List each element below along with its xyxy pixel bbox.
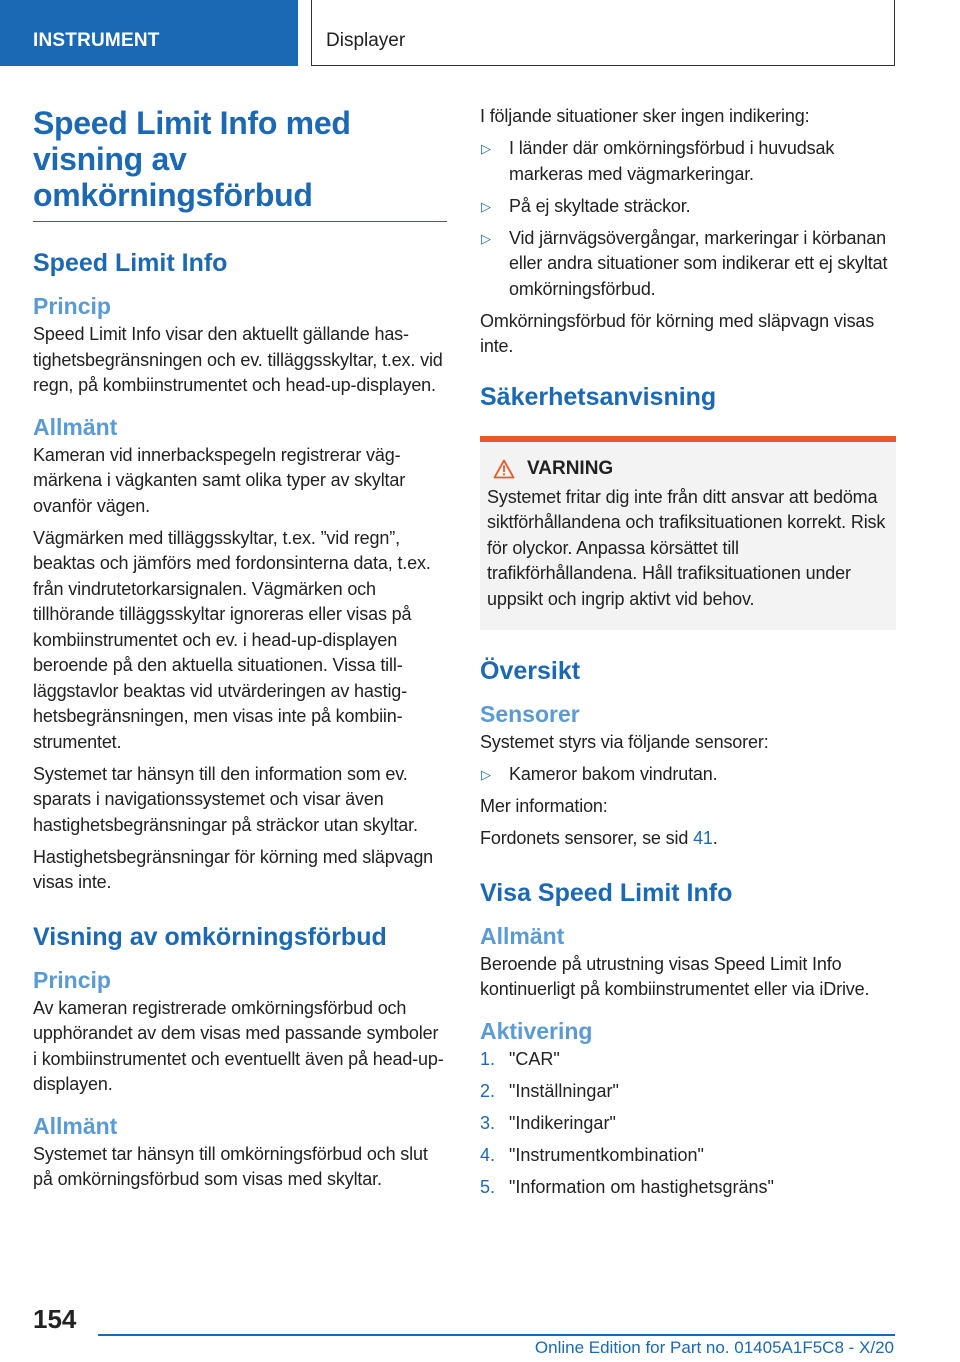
triangle-right-icon: ▷ xyxy=(481,230,491,246)
list-item: 2. "Inställningar" xyxy=(480,1080,619,1101)
right-column xyxy=(480,100,896,1207)
section-label: INSTRUMENT xyxy=(33,30,160,51)
heading-princip: Princip xyxy=(33,966,111,993)
warning-box xyxy=(480,436,896,631)
heading-princip: Princip xyxy=(33,293,111,319)
bullet-list xyxy=(480,136,896,302)
heading-sensorer: Sensorer xyxy=(480,701,580,727)
list-item: 5. "Information om hastighetsgräns" xyxy=(480,1176,774,1197)
paragraph: Omkörningsförbud för körning med släpvagn visas inte. xyxy=(480,310,875,356)
list-item: 4. "Instrumentkombination" xyxy=(480,1144,704,1165)
heading-oversikt: Översikt xyxy=(480,657,581,685)
list-item: ▷ Kameror bakom vindrutan. xyxy=(480,762,896,788)
paragraph: Systemet tar hänsyn till omkörningsförbud och slut på omkörningsförbud som visas med skyltar. xyxy=(33,1143,428,1189)
chapter-label: Displayer xyxy=(326,30,406,51)
bullet-list xyxy=(480,762,896,788)
paragraph: Kameran vid innerbackspegeln registrerar vägmärkena i vägkanten samt olika typer av skyltar ovanför vägen. xyxy=(33,444,406,516)
warning-title: VARNING xyxy=(527,457,614,479)
paragraph: Hastighetsbegränsningar för körning med släpvagn visas inte. xyxy=(33,846,434,892)
list-item: ▷ Vid järnvägsövergångar, markeringar i körbanan eller andra situationer som indikerar ett ej skyltat omkörningsförbud. xyxy=(481,227,888,299)
paragraph: I följande situationer sker ingen indikering: xyxy=(480,106,810,126)
paragraph: Av kameran registrerade omkörningsförbud och upphörandet av dem visas med passande symboler i kombiinstrumentet och eventuellt även på head-up-displayen. xyxy=(33,997,444,1094)
paragraph: Systemet styrs via följande sensorer: xyxy=(480,732,769,752)
page-title: Speed Limit Info med visning av omkörningsförbud xyxy=(33,105,447,222)
chapter-tab xyxy=(311,0,895,66)
step-list xyxy=(480,1047,896,1201)
heading-allmant: Allmänt xyxy=(480,922,565,949)
heading-sakerhet: Säkerhetsanvisning xyxy=(480,382,717,411)
left-column xyxy=(33,100,447,1199)
list-item: 1. "CAR" xyxy=(480,1048,560,1069)
warning-triangle-icon xyxy=(493,459,515,479)
paragraph: Vägmärken med tilläggsskyltar, t.ex. ”vid regn”, beaktas och jämförs med fordonsinterna data, t.ex. från vindrutetorkarsignalen. Vägmärken och tillhörande tilläggsskyltar ignoreras eller visas på kombiinstrumentet och ev. i head-up-displayen beroende på den aktuella situationen. Vissa tillläggstavlor beaktas vid utvärderingen av hastighetsbegränsningen, men visas inte på kombiinstrumentet. xyxy=(33,527,431,752)
edition-text: Online Edition for Part no. 01405A1F5C8 - X/20 xyxy=(534,1338,894,1357)
paragraph: Beroende på utrustning visas Speed Limit Info kontinuerligt på kombiinstrumentet eller via iDrive. xyxy=(480,953,870,999)
page-header xyxy=(0,0,960,66)
list-item: ▷ I länder där omkörningsförbud i huvudsak markeras med vägmarkeringar. xyxy=(481,138,835,184)
section-tab xyxy=(0,0,298,66)
page-number: 154 xyxy=(33,1304,77,1334)
warning-header xyxy=(487,458,889,480)
heading-allmant: Allmänt xyxy=(33,413,118,440)
paragraph: Fordonets sensorer, se sid 41. xyxy=(480,828,718,848)
heading-visa-speed-limit: Visa Speed Limit Info xyxy=(480,878,733,907)
page-footer xyxy=(0,1298,960,1362)
heading-speed-limit-info: Speed Limit Info xyxy=(33,249,228,277)
paragraph: Mer information: xyxy=(480,796,608,816)
heading-visning: Visning av omkörningsförbud xyxy=(33,922,387,951)
triangle-right-icon: ▷ xyxy=(481,141,491,156)
heading-aktivering: Aktivering xyxy=(480,1017,593,1044)
warning-text: Systemet fritar dig inte från ditt ansvar att bedöma siktförhållandena och trafiksituationen korrekt. Risk för olyckor. Anpassa körsättet till trafikförhållandena. Håll trafiksituationen under uppsikt och ingrip aktivt vid behov. xyxy=(487,486,886,609)
paragraph: Systemet tar hänsyn till den information som ev. sparats i navigationssystemet och visar även hastighetsbegränsningar på sträckor utan skyltar. xyxy=(33,763,418,835)
paragraph: Speed Limit Info visar den aktuellt gällande hastighetsbegränsningen och ev. tilläggsskyltar, t.ex. vid regn, på kombiinstrumentet och head-up-displayen. xyxy=(33,324,443,395)
heading-allmant: Allmänt xyxy=(33,1112,118,1139)
list-item: ▷ På ej skyltade sträckor. xyxy=(480,194,896,220)
triangle-right-icon: ▷ xyxy=(481,767,491,782)
list-item: 3. "Indikeringar" xyxy=(480,1112,616,1133)
page-link[interactable]: 41 xyxy=(693,828,713,848)
footer-divider xyxy=(98,1334,895,1336)
triangle-right-icon: ▷ xyxy=(481,198,491,214)
